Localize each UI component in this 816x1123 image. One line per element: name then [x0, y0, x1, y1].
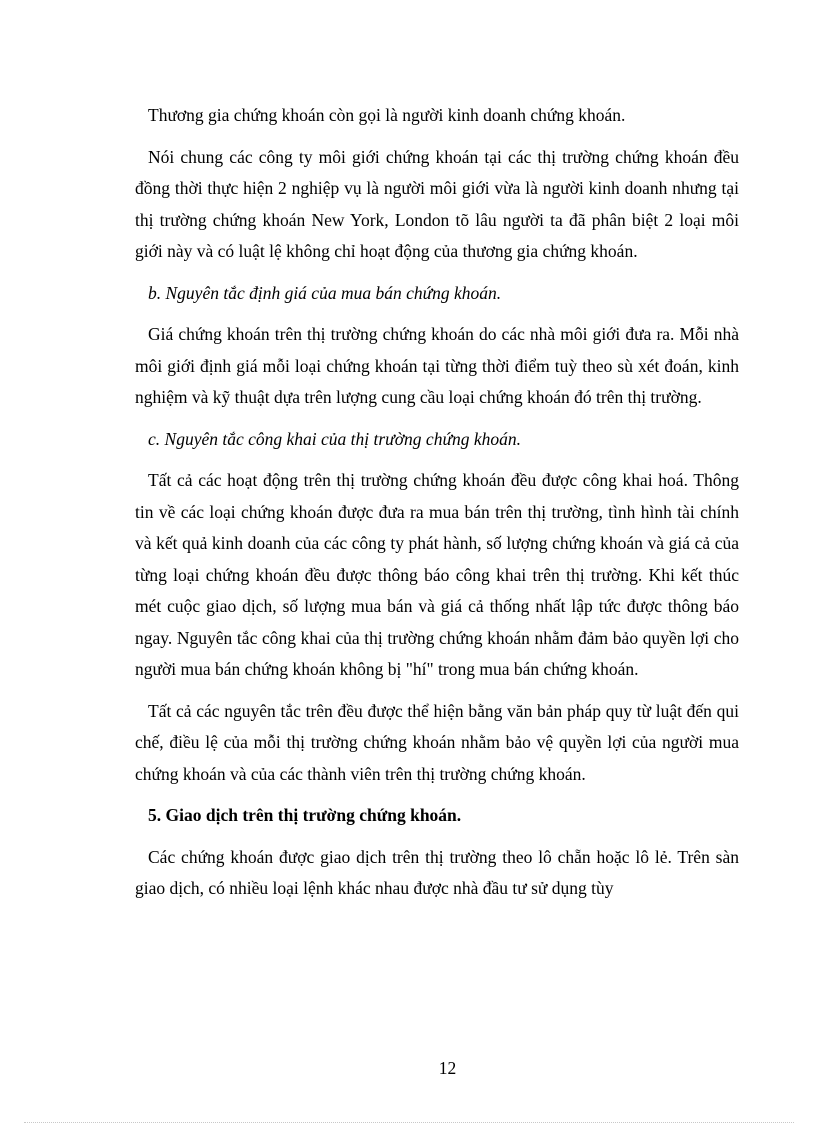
paragraph-pricing: Giá chứng khoán trên thị trường chứng khoán do các nhà môi giới đưa ra. Mỗi nhà môi giới định giá mỗi loại chứng khoán tại từng thời điểm tuỳ theo sù xét đoán, kinh nghiệm và kỹ thuật dựa trên lượng cung cầu loại chứng khoán đó trên thị trường.	[135, 324, 739, 407]
subheading-pricing-principle: b. Nguyên tắc định giá của mua bán chứng khoán.	[148, 282, 502, 303]
paragraph-brokerage-functions: Nói chung các công ty môi giới chứng khoán tại các thị trường chứng khoán đều đồng thời thực hiện 2 nghiệp vụ là người môi giới vừa là người kinh doanh nhưng tại thị trường chứng khoán New York, London tõ lâu người ta đã phân biệt 2 loại môi giới này và có luật lệ không chỉ hoạt động của thương gia chứng khoán.	[135, 146, 739, 261]
section-heading-trading: 5. Giao dịch trên thị trường chứng khoán.	[148, 805, 462, 825]
paragraph-legal-basis: Tất cả các nguyên tắc trên đều được thể hiện bằng văn bản pháp quy từ luật đến qui chế, điều lệ của mỗi thị trường chứng khoán nhằm bảo vệ quyền lợi của người mua chứng khoán và của các thành viên trên thị trường chứng khoán.	[135, 700, 739, 784]
paragraph-merchant-definition: Thương gia chứng khoán còn gọi là người kinh doanh chứng khoán.	[148, 105, 626, 125]
page-number: 12	[438, 1058, 457, 1078]
paragraph-transparency: Tất cả các hoạt động trên thị trường chứng khoán đều được công khai hoá. Thông tin về các loại chứng khoán được đưa ra mua bán trên thị trường, tình hình tài chính và kết quả kinh doanh của các công ty phát hành, số lượng chứng khoán và giá cả của từng loại chứng khoán đều được thông báo công khai trên thị trường. Khi kết thúc mét cuộc giao dịch, số lượng mua bán và giá cả thống nhất lập tức được thông báo ngay. Nguyên tắc công khai của thị trường chứng khoán nhằm đảm bảo quyền lợi cho người mua bán chứng khoán không bị "hí" trong mua bán chứng khoán.	[135, 470, 739, 679]
paragraph-trading: Các chứng khoán được giao dịch trên thị trường theo lô chẵn hoặc lô lẻ. Trên sàn giao dịch, có nhiều loại lệnh khác nhau được nhà đầu tư sử dụng tùy	[135, 846, 739, 898]
document-body	[135, 100, 739, 915]
subheading-transparency-principle: c. Nguyên tắc công khai của thị trường chứng khoán.	[148, 428, 522, 449]
